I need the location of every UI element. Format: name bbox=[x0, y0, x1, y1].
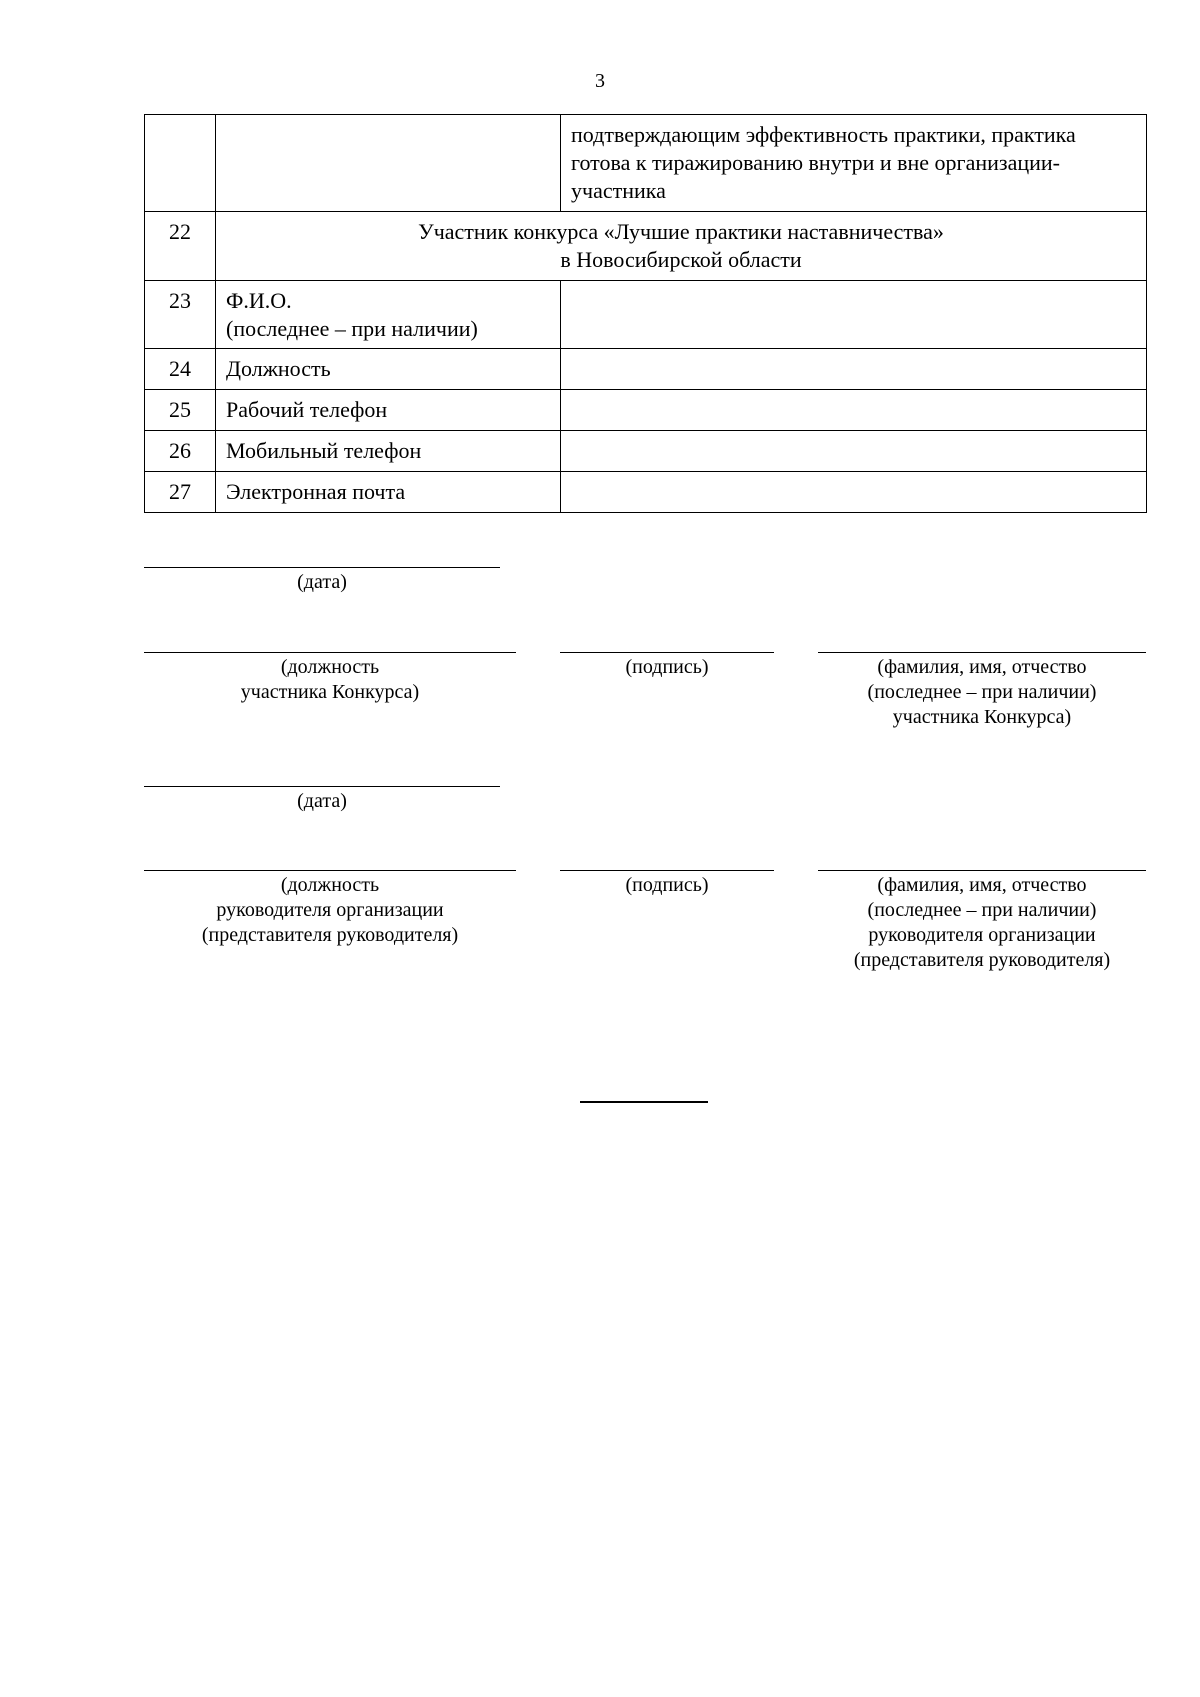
row-label-line: Должность bbox=[226, 356, 331, 381]
section-heading-line: в Новосибирской области bbox=[560, 247, 802, 272]
position-line[interactable] bbox=[144, 652, 516, 653]
section-heading bbox=[216, 212, 1147, 281]
row-number: 24 bbox=[145, 349, 216, 390]
work-phone-value-field[interactable] bbox=[561, 390, 1147, 431]
table-row-email bbox=[145, 472, 1147, 513]
page-number: 3 bbox=[595, 70, 605, 92]
full-name-caption: (фамилия, имя, отчество (последнее – при наличии) участника Конкурса) bbox=[867, 656, 1097, 728]
full-name-value-field[interactable] bbox=[561, 281, 1147, 349]
table-row-work-phone bbox=[145, 390, 1147, 431]
date-line[interactable] bbox=[144, 567, 500, 568]
signature-caption: (подпись) bbox=[625, 874, 709, 896]
row-label-line: Мобильный телефон bbox=[226, 438, 422, 463]
signature-line[interactable] bbox=[560, 652, 774, 653]
row-label-line: Ф.И.О. bbox=[226, 288, 292, 313]
row-label-line: (последнее – при наличии) bbox=[226, 316, 478, 341]
position-line[interactable] bbox=[144, 870, 516, 871]
date-line[interactable] bbox=[144, 786, 500, 787]
continuation-text-cell bbox=[561, 115, 1147, 212]
row-number: 25 bbox=[145, 390, 216, 431]
date-caption: (дата) bbox=[297, 790, 347, 812]
participant-info-table bbox=[144, 114, 1147, 513]
row-label bbox=[216, 349, 561, 390]
full-name-caption: (фамилия, имя, отчество (последнее – при наличии) руководителя организации (представителя руководителя) bbox=[853, 874, 1111, 971]
date-caption: (дата) bbox=[297, 571, 347, 593]
table-row-continuation bbox=[145, 115, 1147, 212]
row-label-line: Рабочий телефон bbox=[226, 397, 388, 422]
full-name-line[interactable] bbox=[818, 870, 1146, 871]
continuation-line: участника bbox=[571, 178, 666, 203]
row-label bbox=[216, 281, 561, 349]
signature-line[interactable] bbox=[560, 870, 774, 871]
table-row-mobile-phone bbox=[145, 431, 1147, 472]
cell-empty-label bbox=[216, 115, 561, 212]
table-row-full-name bbox=[145, 281, 1147, 349]
row-label bbox=[216, 390, 561, 431]
continuation-line: подтверждающим эффективность практики, практика bbox=[571, 122, 1076, 147]
document-end-rule bbox=[580, 1101, 708, 1103]
position-caption: (должность участника Конкурса) bbox=[240, 656, 420, 703]
signature-caption: (подпись) bbox=[625, 656, 709, 678]
table-row-position bbox=[145, 349, 1147, 390]
row-number: 26 bbox=[145, 431, 216, 472]
position-value-field[interactable] bbox=[561, 349, 1147, 390]
position-caption: (должность руководителя организации (представителя руководителя) bbox=[201, 874, 459, 946]
mobile-phone-value-field[interactable] bbox=[561, 431, 1147, 472]
email-value-field[interactable] bbox=[561, 472, 1147, 513]
continuation-line: готова к тиражированию внутри и вне организации- bbox=[571, 150, 1060, 175]
row-label-line: Электронная почта bbox=[226, 479, 406, 504]
cell-empty-number bbox=[145, 115, 216, 212]
row-label bbox=[216, 431, 561, 472]
full-name-line[interactable] bbox=[818, 652, 1146, 653]
row-number: 23 bbox=[145, 281, 216, 349]
section-heading-line: Участник конкурса «Лучшие практики наставничества» bbox=[418, 219, 944, 244]
table-row-section bbox=[145, 212, 1147, 281]
row-number: 22 bbox=[145, 212, 216, 281]
row-label bbox=[216, 472, 561, 513]
row-number: 27 bbox=[145, 472, 216, 513]
